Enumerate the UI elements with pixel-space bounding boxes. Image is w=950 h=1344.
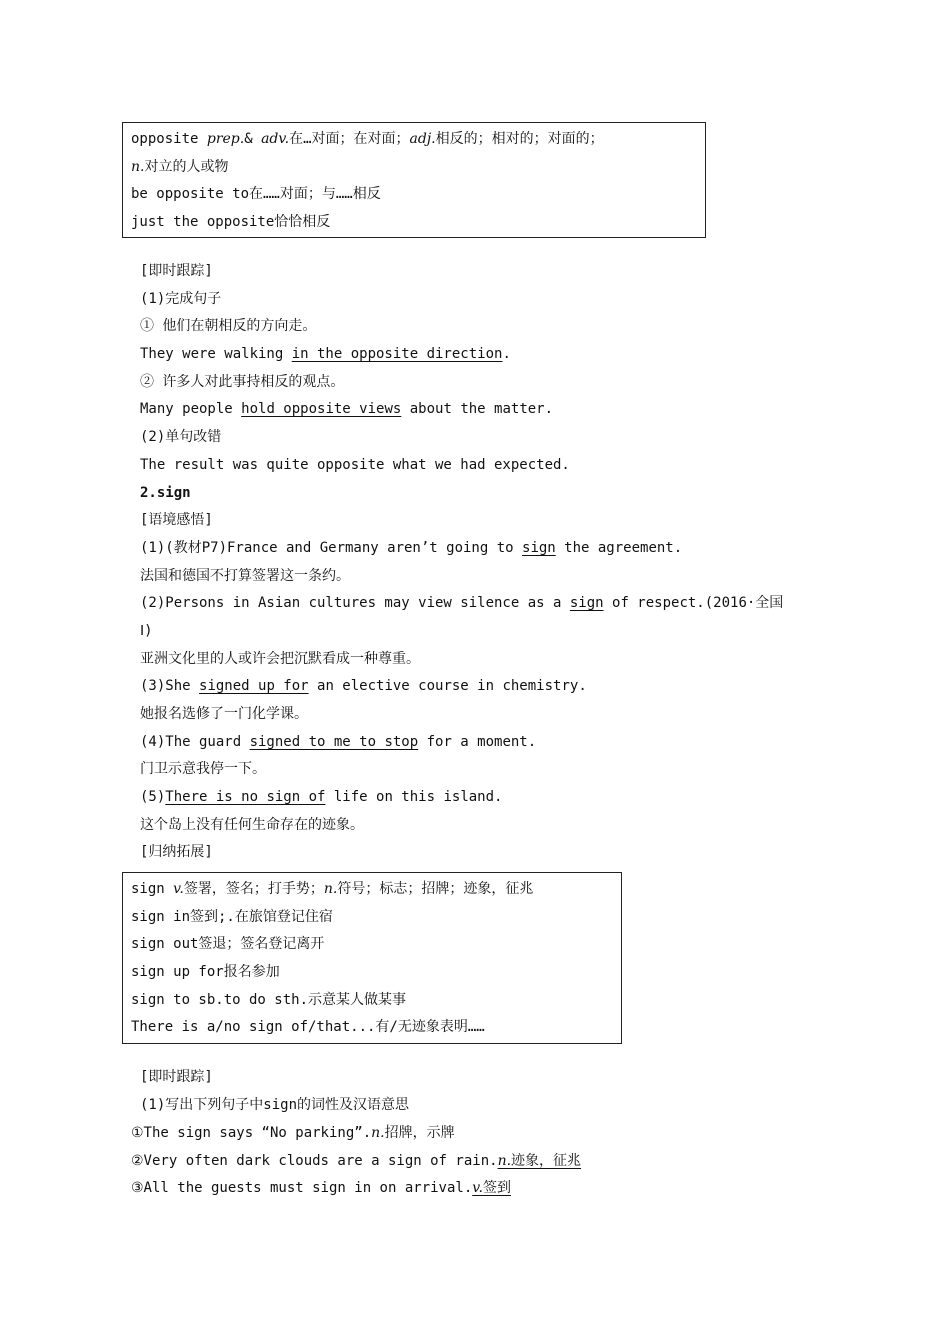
vocab-box-sign bbox=[122, 872, 622, 1044]
text: ②Very often dark clouds are a sign of rain. bbox=[131, 1152, 498, 1169]
text: (2)Persons in Asian cultures may view silence as a bbox=[140, 595, 570, 612]
pos-label: prep. bbox=[206, 131, 245, 147]
example-en bbox=[140, 784, 830, 812]
exercise-title: (2)单句改错 bbox=[140, 429, 222, 446]
section-heading: [即时跟踪] bbox=[140, 1069, 213, 1085]
question-en bbox=[140, 396, 830, 424]
text: the agreement. bbox=[555, 539, 683, 556]
question-en bbox=[131, 1120, 821, 1148]
box-line: sign to sb.to do sth.示意某人做某事 bbox=[131, 991, 407, 1008]
text: (5) bbox=[140, 789, 166, 806]
box-line: be opposite to在……对面；与……相反 bbox=[131, 186, 381, 203]
text: life on this island. bbox=[325, 789, 503, 806]
pos-label: adj. bbox=[409, 131, 436, 147]
section-heading: [归纳拓展] bbox=[140, 844, 213, 861]
tracking-section-1 bbox=[140, 258, 830, 867]
text: Many people bbox=[140, 401, 242, 418]
answer: in the opposite direction bbox=[291, 346, 503, 363]
question-en: The result was quite opposite what we had expected. bbox=[140, 456, 570, 473]
text: 签署，签名；打手势； bbox=[183, 881, 324, 897]
answer: 迹象，征兆 bbox=[511, 1152, 582, 1169]
pos-label: v. bbox=[173, 881, 184, 897]
text: opposite bbox=[131, 131, 207, 147]
text: 相反的；相对的；对面的； bbox=[435, 131, 604, 147]
pos-label: v. bbox=[472, 1180, 483, 1197]
answer: 招牌，示牌 bbox=[384, 1125, 455, 1141]
text: sign bbox=[131, 881, 174, 897]
example-cn: 门卫示意我停一下。 bbox=[140, 761, 266, 778]
highlight: There is no sign of bbox=[165, 789, 326, 806]
example-en bbox=[140, 590, 830, 618]
example-cn: 法国和德国不打算签署这一条约。 bbox=[140, 567, 350, 584]
text: 符号；标志；招牌；迹象，征兆 bbox=[337, 881, 534, 897]
example-cn: 亚洲文化里的人或许会把沉默看成一种尊重。 bbox=[140, 650, 420, 667]
vocab-box-opposite bbox=[122, 122, 706, 238]
question-cn: ① 他们在朝相反的方向走。 bbox=[140, 318, 317, 335]
answer: 签到 bbox=[482, 1180, 511, 1197]
text: 对立的人或物 bbox=[144, 158, 229, 175]
pos-label: n. bbox=[371, 1125, 385, 1141]
word-title: 2.sign bbox=[140, 484, 191, 501]
box-line: sign up for报名参加 bbox=[131, 964, 280, 981]
text: about the matter. bbox=[401, 401, 554, 418]
exercise-title: (1)完成句子 bbox=[140, 290, 222, 307]
question-en bbox=[131, 1148, 821, 1176]
example-en bbox=[140, 729, 830, 757]
exercise-title: (1)写出下列句子中sign的词性及汉语意思 bbox=[140, 1096, 410, 1113]
box-line: sign out签退；签名登记离开 bbox=[131, 936, 325, 953]
example-en bbox=[140, 673, 830, 701]
box-line: just the opposite恰恰相反 bbox=[131, 214, 331, 231]
example-cn: 她报名选修了一门化学课。 bbox=[140, 706, 308, 722]
section-heading: [即时跟踪] bbox=[140, 263, 213, 279]
highlight: sign bbox=[569, 595, 604, 612]
box-line bbox=[131, 154, 697, 182]
highlight: signed up for bbox=[199, 678, 309, 695]
text: . bbox=[502, 346, 511, 363]
tracking-answers-2 bbox=[131, 1120, 821, 1203]
example-en-cont: Ⅰ) bbox=[140, 622, 153, 639]
question-en bbox=[131, 1175, 821, 1203]
pos-label: n. bbox=[323, 881, 338, 897]
text: 在…对面；在对面； bbox=[289, 131, 410, 147]
pos-label: n. bbox=[131, 158, 145, 175]
text: ①The sign says “No parking”. bbox=[131, 1125, 372, 1141]
pos-label: adv. bbox=[261, 131, 290, 147]
text: (3)She bbox=[140, 678, 200, 695]
text: (1)(教材P7)France and Germany aren’t going to bbox=[140, 539, 523, 556]
pos-label: n. bbox=[497, 1152, 512, 1169]
box-line: There is a/no sign of/that...有/无迹象表明…… bbox=[131, 1019, 485, 1036]
text: an elective course in chemistry. bbox=[308, 678, 587, 695]
text: ③All the guests must sign in on arrival. bbox=[131, 1180, 473, 1197]
text: of respect.(2016·全国 bbox=[603, 595, 784, 612]
example-cn: 这个岛上没有任何生命存在的迹象。 bbox=[140, 816, 364, 833]
text: & bbox=[244, 131, 262, 147]
box-line: sign in签到;.在旅馆登记住宿 bbox=[131, 908, 333, 925]
answer: hold opposite views bbox=[241, 401, 402, 418]
box-line bbox=[131, 126, 697, 154]
text: They were walking bbox=[140, 346, 292, 363]
highlight: sign bbox=[522, 539, 556, 556]
text: (4)The guard bbox=[140, 733, 250, 750]
question-cn: ② 许多人对此事持相反的观点。 bbox=[140, 373, 345, 390]
example-en bbox=[140, 535, 830, 563]
box-line bbox=[131, 876, 613, 904]
text: for a moment. bbox=[418, 733, 537, 750]
tracking-section-2 bbox=[140, 1064, 830, 1119]
question-en bbox=[140, 341, 830, 369]
highlight: signed to me to stop bbox=[249, 733, 419, 750]
section-heading: [语境感悟] bbox=[140, 512, 213, 529]
